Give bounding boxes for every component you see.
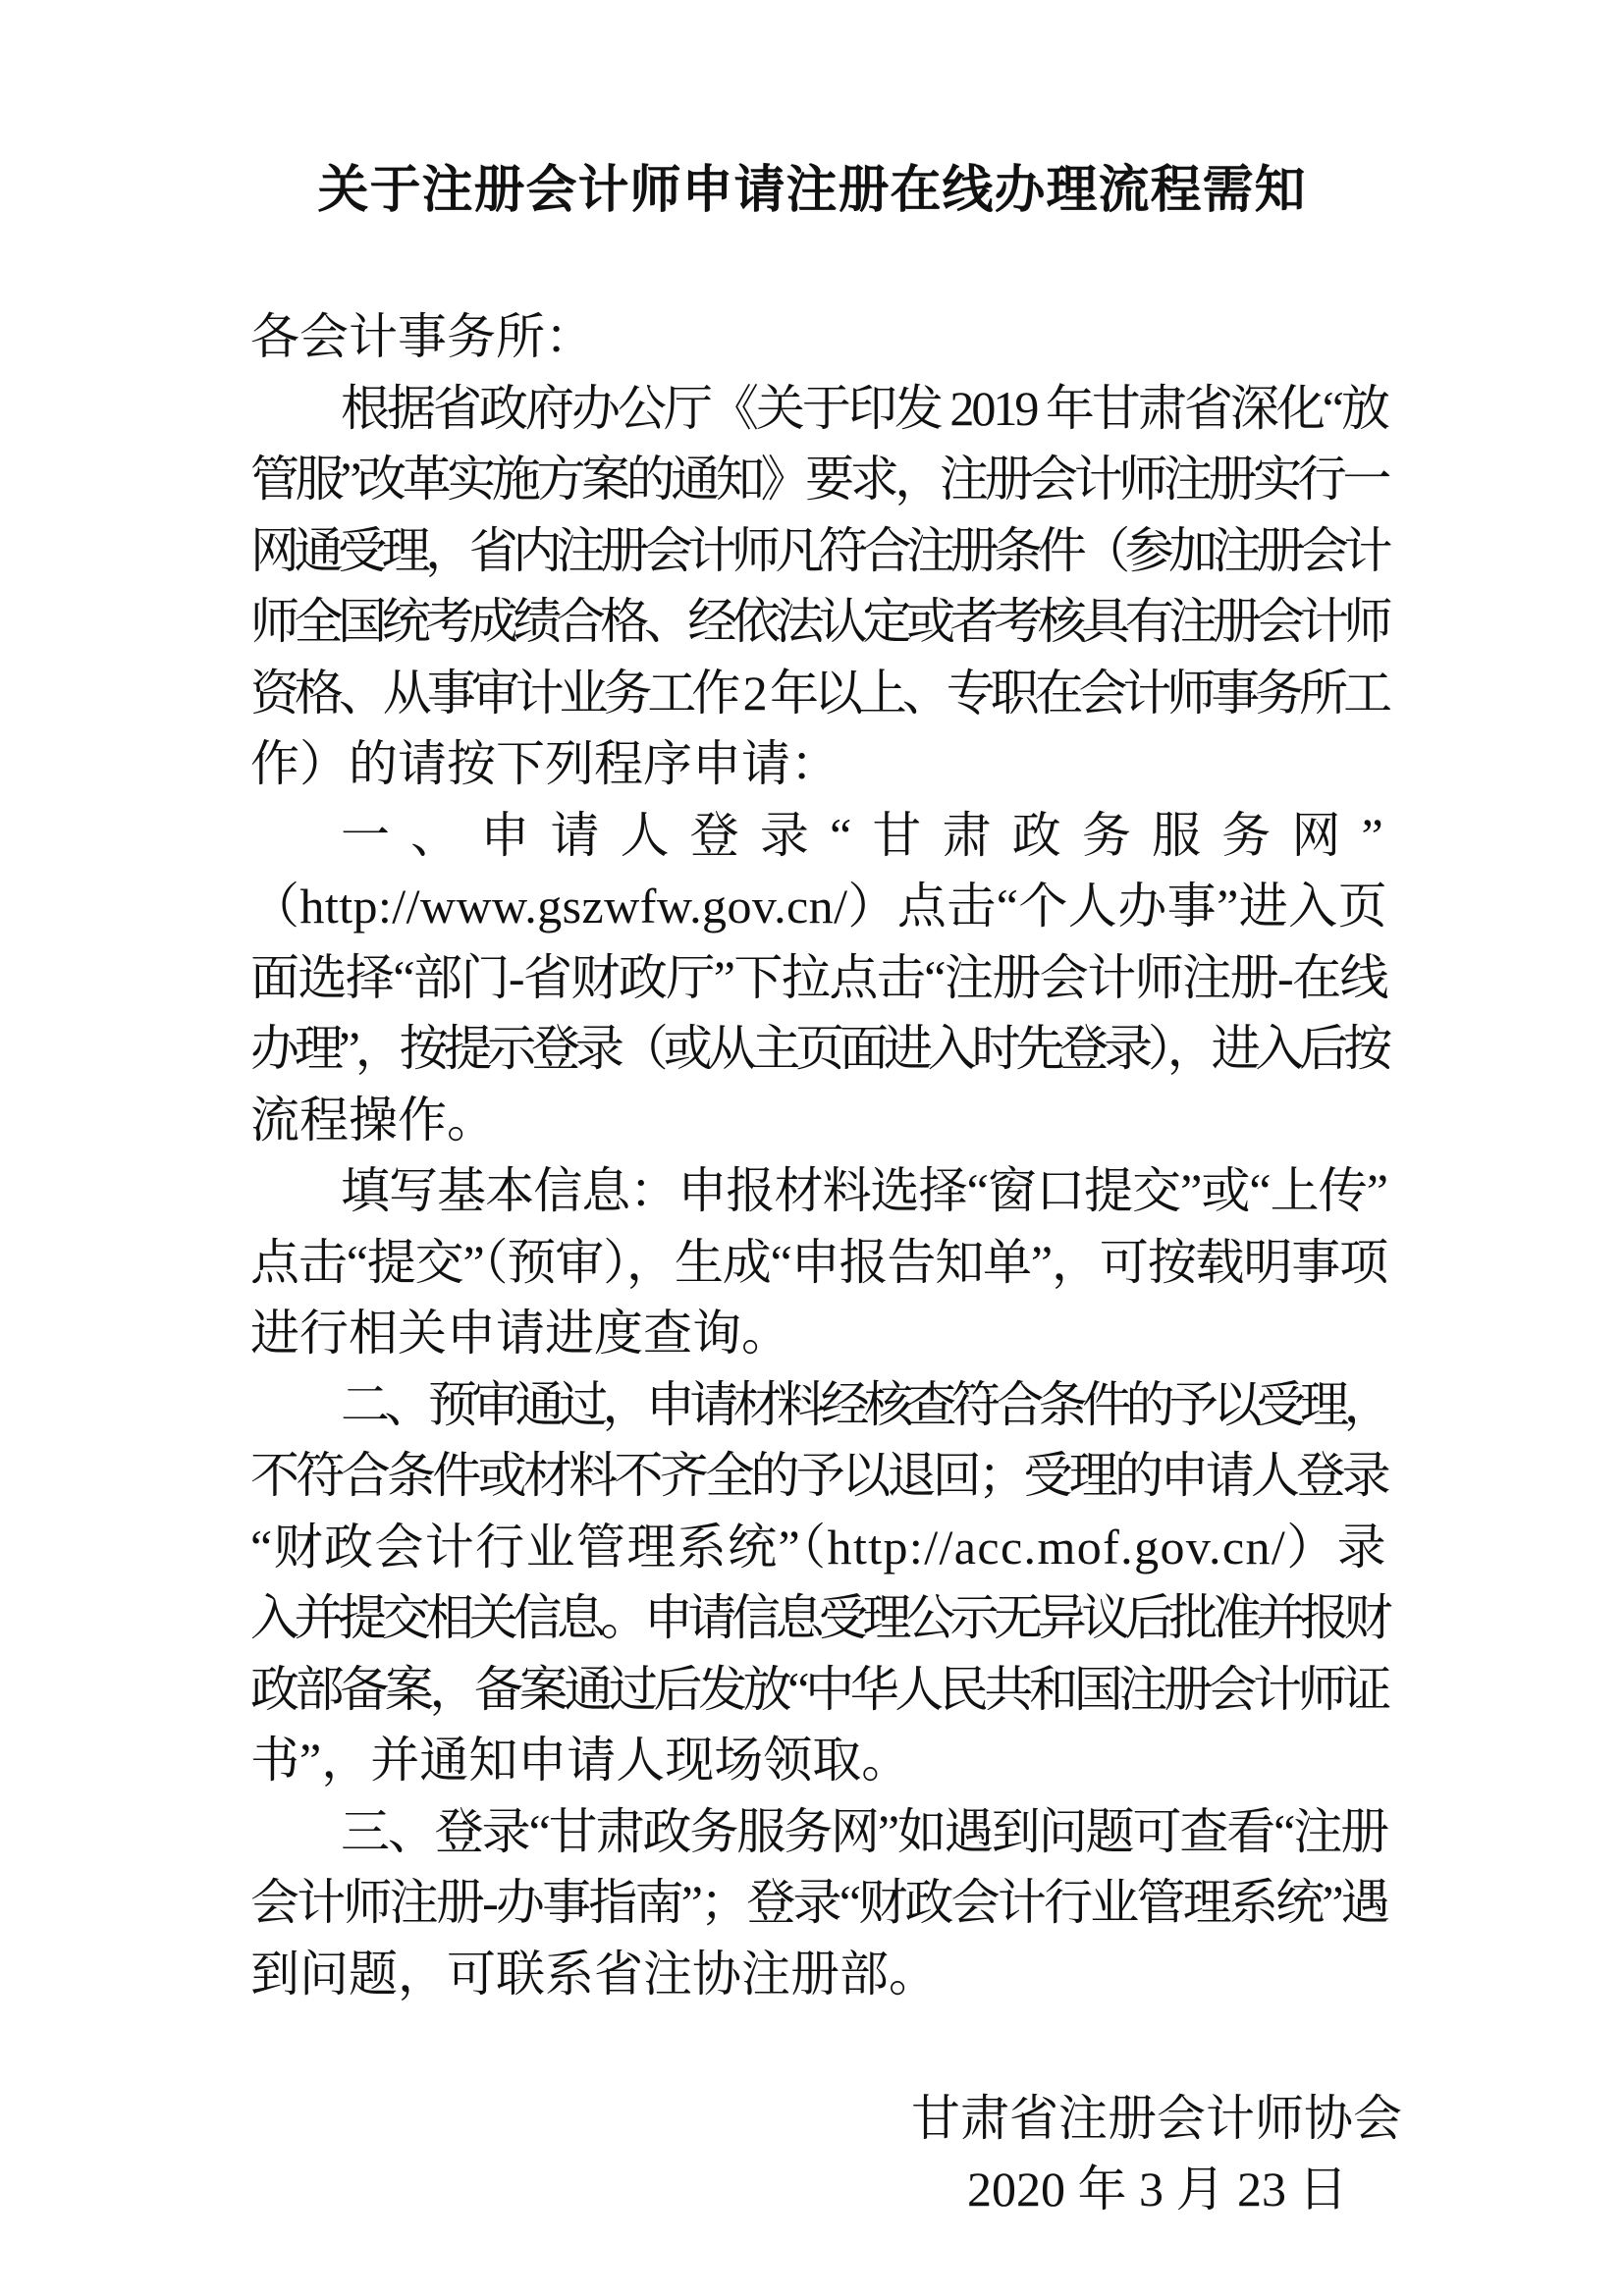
paragraph-line: 根据省政府办公厅《关于印发 2019 年甘肃省深化“放: [341, 380, 1387, 436]
paragraph-line: 管服”改革实施方案的通知》要求，注册会计师注册实行一: [250, 452, 1387, 507]
paragraph-line: 填写基本信息：申报材料选择“窗口提交”或“上传”: [341, 1163, 1387, 1218]
paragraph-line: 资格、从事审计业务工作 2 年以上、专职在会计师事务所工: [250, 665, 1387, 721]
paragraph-line: 流程操作。: [250, 1092, 496, 1148]
paragraph-line: （http://www.gszwfw.gov.cn/）点击“个人办事”进入页: [250, 879, 1387, 934]
paragraph-line: “财政会计行业管理系统”（http://acc.mof.gov.cn/）录: [250, 1519, 1387, 1575]
paragraph-line: 书”，并通知申请人现场领取。: [250, 1733, 911, 1788]
paragraph-line: 三、登录“甘肃政务服务网”如遇到问题可查看“注册: [341, 1803, 1387, 1859]
paragraph-line: 网通受理，省内注册会计师凡符合注册条件（参加注册会计: [250, 522, 1387, 578]
document-title: 关于注册会计师申请注册在线办理流程需知: [317, 161, 1307, 220]
paragraph-line: 师全国统考成绩合格、经依法认定或者考核具有注册会计师: [250, 594, 1387, 649]
paragraph-line: 入并提交相关信息。申请信息受理公示无异议后批准并报财: [250, 1590, 1387, 1645]
paragraph-line: 办理”，按提示登录（或从主页面进入时先登录），进入后按: [250, 1021, 1387, 1076]
paragraph-line: 作）的请按下列程序申请：: [250, 736, 839, 791]
signature-organization: 甘肃省注册会计师协会: [911, 2091, 1402, 2146]
paragraph-line: 面选择“部门-省财政厅”下拉点击“注册会计师注册-在线: [250, 949, 1387, 1005]
paragraph-line: 点击“提交”（预审），生成“申报告知单”，可按载明事项: [250, 1234, 1387, 1290]
paragraph-line: 政部备案，备案通过后发放“中华人民共和国注册会计师证: [250, 1661, 1387, 1717]
paragraph-line: 会计师注册-办事指南”；登录“财政会计行业管理系统”遇: [250, 1875, 1387, 1930]
salutation: 各会计事务所：: [250, 309, 594, 364]
signature-date: 2020 年 3 月 23 日: [967, 2162, 1348, 2216]
paragraph-line: 不符合条件或材料不齐全的予以退回；受理的申请人登录: [250, 1448, 1387, 1503]
paragraph-line: 进行相关申请进度查询。: [250, 1306, 790, 1361]
paragraph-line: 二、预审通过，申请材料经核查符合条件的予以受理，: [341, 1376, 1387, 1432]
paragraph-line: 到问题，可联系省注协注册部。: [250, 1946, 938, 2002]
paragraph-line: 一 、 申 请 人 登 录 “ 甘 肃 政 务 服 务 网 ”: [341, 807, 1387, 863]
